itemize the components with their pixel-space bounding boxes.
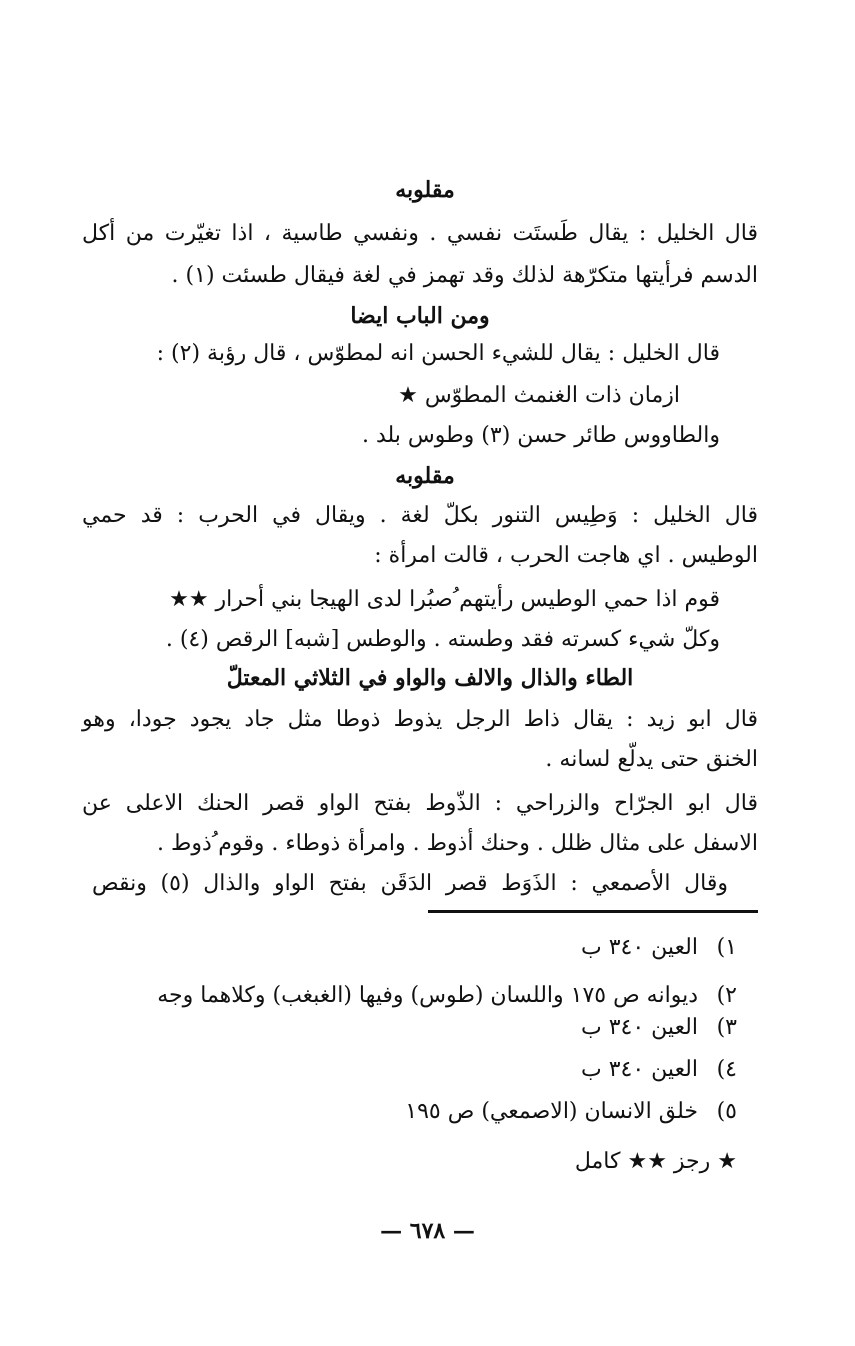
- footnote-text: العين ٣٤٠ ب: [581, 1057, 698, 1082]
- section-heading-2: ومن الباب ايضا: [350, 303, 490, 329]
- meter-note: ★ رجز ★★ كامل: [574, 1149, 737, 1174]
- verse-1: ازمان ذات الغنمث المطوّس ★: [398, 383, 680, 408]
- footnote-1: [581, 934, 737, 962]
- footnote-number: ٥): [716, 1099, 737, 1124]
- paragraph-1-line-2: الدسم فرأيتها متكرّهة لذلك وقد تهمز في لغة فيقال طسئت (١) .: [171, 263, 758, 288]
- section-heading-3: مقلوبه: [395, 463, 455, 489]
- footnote-3: [581, 1014, 737, 1042]
- footnote-number: ٤): [716, 1057, 737, 1082]
- paragraph-3-line-2: الوطيس . اي هاجت الحرب ، قالت امرأة :: [374, 543, 758, 568]
- footnote-text: خلق الانسان (الاصمعي) ص ١٩٥: [405, 1099, 698, 1124]
- paragraph-3-line-3: وكلّ شيء كسرته فقد وطسته . والوطس [شبه] الرقص (٤) .: [165, 627, 720, 652]
- footnote-number: ١): [716, 935, 737, 960]
- section-heading-1: مقلوبه: [395, 177, 455, 203]
- paragraph-2-line-2: والطاووس طائر حسن (٣) وطوس بلد .: [361, 423, 720, 448]
- paragraph-4-line-2: الخنق حتى يدلّع لسانه .: [545, 747, 758, 772]
- paragraph-1-line-1: قال الخليل : يقال طَستَت نفسي . ونفسي طاسية ، اذا تغيّرت من أكل: [82, 221, 758, 246]
- footnote-text: العين ٣٤٠ ب: [581, 1015, 698, 1040]
- paragraph-5-line-1: قال ابو الجرّاح والزراحي : الذّوط بفتح الواو قصر الحنك الاعلى عن: [82, 791, 758, 816]
- paragraph-3-line-1: قال الخليل : وَطِيس التنور بكلّ لغة . ويقال في الحرب : قد حمي: [82, 503, 758, 528]
- verse-2: قوم اذا حمي الوطيس رأيتهم ُصبُرا لدى الهيجا بني أحرار ★★: [169, 587, 720, 612]
- footnote-2: [157, 982, 737, 1010]
- footnote-number: ٢): [716, 983, 737, 1008]
- footnote-4: [581, 1056, 737, 1084]
- page-number: — ٦٧٨ —: [380, 1218, 475, 1244]
- paragraph-6-line-1: وقال الأصمعي : الذَوَط قصر الدَقَن بفتح الواو والذال (٥) ونقص: [92, 871, 728, 896]
- footnote-5: [405, 1098, 737, 1126]
- paragraph-4-line-1: قال ابو زيد : يقال ذاط الرجل يذوط ذوطا مثل جاد يجود جودا، وهو: [82, 707, 758, 732]
- footnote-number: ٣): [716, 1015, 737, 1040]
- footnote-text: ديوانه ص ١٧٥ واللسان (طوس) وفيها (الغبغب) وكلاهما وجه: [157, 983, 698, 1008]
- footnote-text: العين ٣٤٠ ب: [581, 935, 698, 960]
- paragraph-5-line-2: الاسفل على مثال ظلل . وحنك أذوط . وامرأة ذوطاء . وقوم ُذوط .: [157, 831, 758, 856]
- footnote-divider: [428, 910, 758, 913]
- paragraph-2-line-1: قال الخليل : يقال للشيء الحسن انه لمطوّس ، قال رؤبة (٢) :: [156, 341, 720, 366]
- section-heading-4: الطاء والذال والالف والواو في الثلاثي المعتلّ: [226, 665, 634, 691]
